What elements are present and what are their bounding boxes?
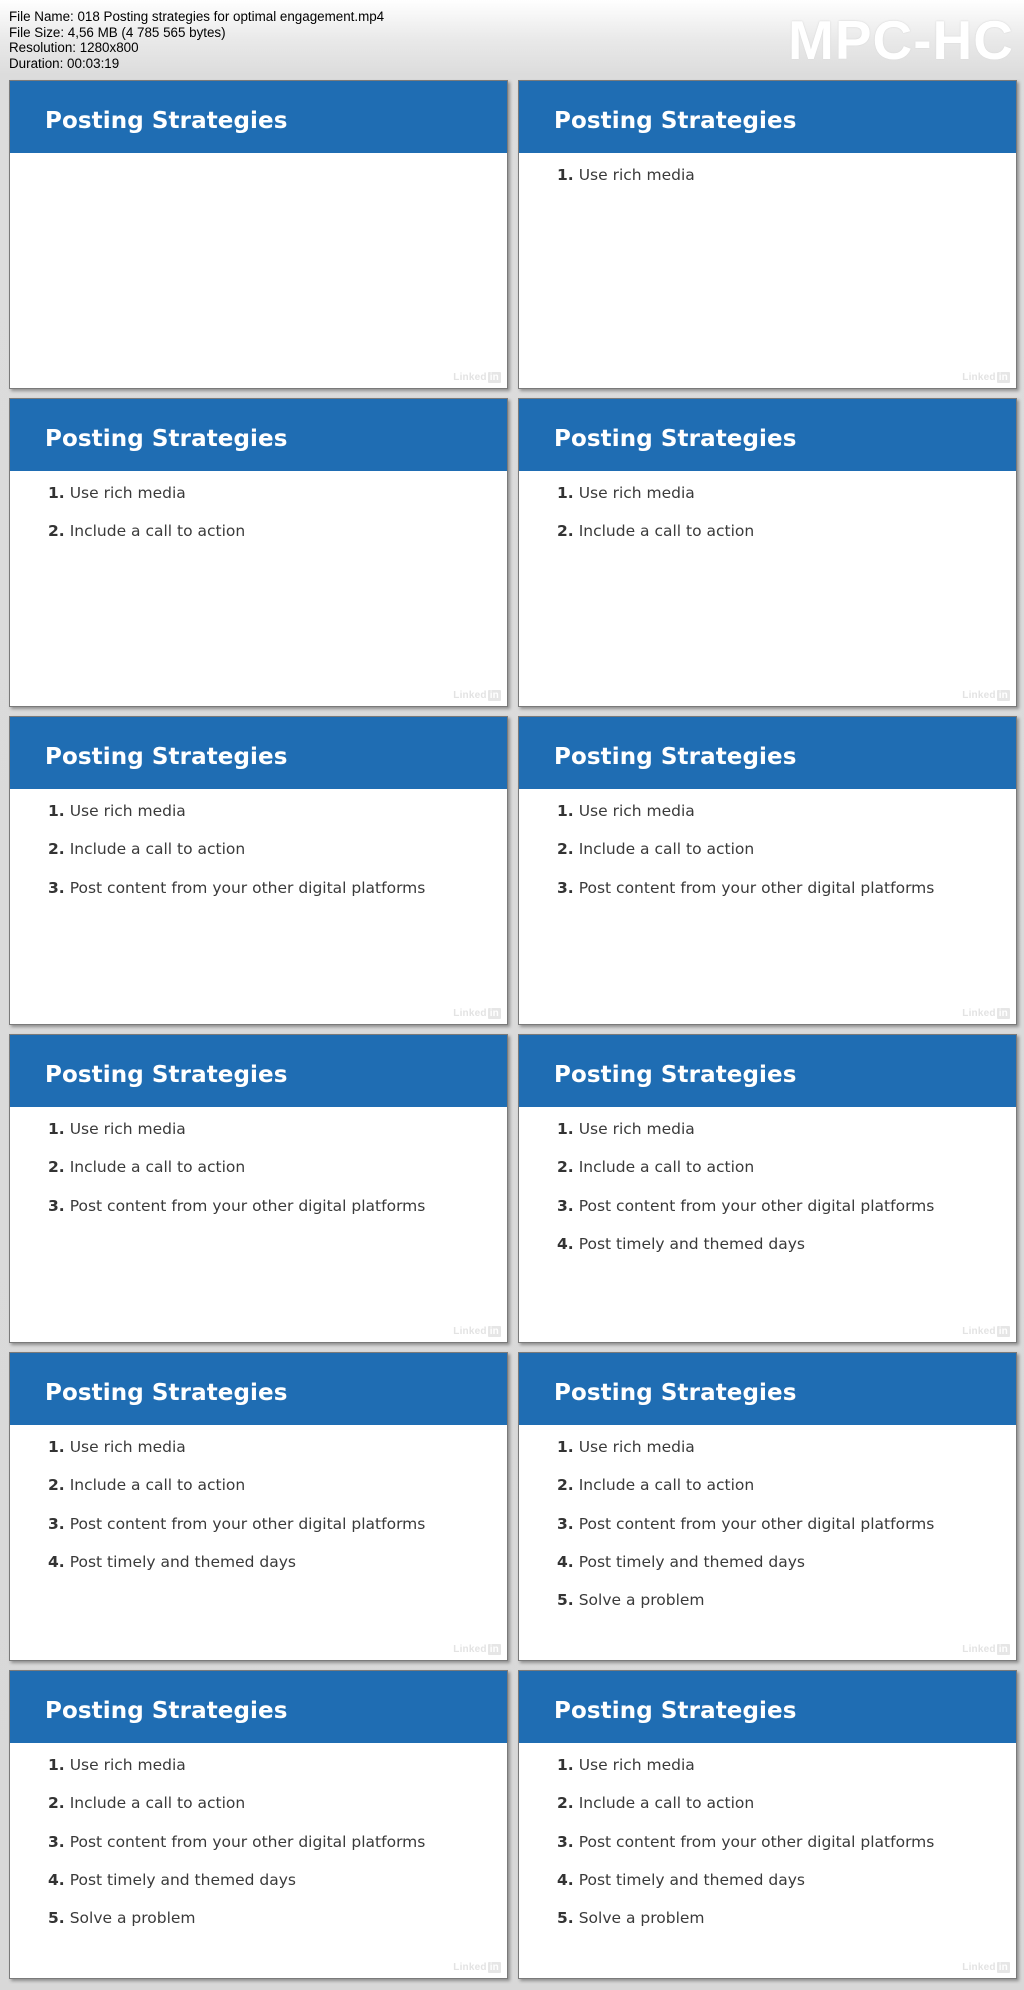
- list-item-text: Post content from your other digital platforms: [69, 1832, 426, 1851]
- watermark-box: in: [489, 1962, 499, 1973]
- slide-thumbnail: [9, 1352, 508, 1661]
- list-item: [48, 521, 245, 559]
- slide-thumbnail: [9, 80, 508, 389]
- list-item-number: 1.: [557, 1438, 574, 1456]
- list-item: [48, 1437, 425, 1475]
- list-item-text: Include a call to action: [69, 1158, 246, 1177]
- list-item-text: Post content from your other digital platforms: [578, 1514, 935, 1533]
- list-item-number: 1.: [557, 1756, 574, 1774]
- list-item-number: 1.: [48, 1120, 65, 1138]
- file-size: File Size: 4,56 MB (4 785 565 bytes): [9, 24, 226, 40]
- linkedin-watermark-logo: [962, 1962, 1010, 1973]
- list-item-text: Post content from your other digital platforms: [578, 1196, 935, 1215]
- list-item: [48, 1793, 425, 1831]
- slide-title: Posting Strategies: [45, 1380, 288, 1406]
- slide-thumbnail: [518, 716, 1017, 1025]
- list-item-number: 2.: [557, 840, 574, 859]
- list-item: [557, 801, 934, 839]
- slide-title: Posting Strategies: [45, 426, 288, 452]
- strategy-list: [48, 1755, 425, 1946]
- watermark-box: in: [998, 1008, 1008, 1019]
- list-item-text: Post content from your other digital platforms: [69, 878, 426, 897]
- linkedin-watermark-logo: [962, 1326, 1010, 1337]
- slide-title: Posting Strategies: [45, 1698, 288, 1724]
- list-item-number: 5.: [557, 1909, 574, 1928]
- list-item: [557, 1196, 934, 1234]
- linkedin-watermark-logo: [962, 372, 1010, 383]
- watermark-box: in: [998, 372, 1008, 383]
- watermark-box: in: [489, 1008, 499, 1019]
- list-item-text: Include a call to action: [69, 522, 246, 541]
- list-item-number: 4.: [48, 1552, 65, 1571]
- slide-thumbnail: [518, 398, 1017, 707]
- list-item-text: Include a call to action: [578, 1476, 755, 1495]
- linkedin-watermark-logo: [962, 1644, 1010, 1655]
- watermark-box: in: [998, 1962, 1008, 1973]
- player-logo: MPC-HC: [788, 9, 1014, 71]
- list-item: [557, 1234, 934, 1272]
- strategy-list: [48, 1437, 425, 1590]
- list-item-text: Post timely and themed days: [69, 1552, 296, 1571]
- list-item-number: 1.: [48, 1756, 65, 1774]
- linkedin-watermark-logo: [962, 690, 1010, 701]
- list-item-text: Post timely and themed days: [578, 1234, 805, 1253]
- list-item-number: 2.: [48, 1158, 65, 1177]
- list-item: [557, 483, 754, 521]
- linkedin-watermark-logo: [453, 1644, 501, 1655]
- list-item-number: 3.: [48, 1514, 65, 1533]
- list-item: [48, 483, 245, 521]
- strategy-list: [48, 1119, 425, 1234]
- slide-title-bar: [519, 399, 1016, 471]
- list-item-text: Post timely and themed days: [578, 1870, 805, 1889]
- strategy-list: [557, 1437, 934, 1628]
- list-item-number: 3.: [48, 1196, 65, 1215]
- list-item-text: Include a call to action: [69, 840, 246, 859]
- slide-title: Posting Strategies: [554, 744, 797, 770]
- list-item-text: Use rich media: [578, 1756, 695, 1774]
- watermark-box: in: [998, 1326, 1008, 1337]
- slide-thumbnail: [9, 716, 508, 1025]
- list-item: [557, 1590, 934, 1628]
- strategy-list: [48, 801, 425, 916]
- strategy-list: [557, 1755, 934, 1946]
- list-item: [557, 1552, 934, 1590]
- file-info: [9, 9, 384, 72]
- slide-title-bar: [519, 1671, 1016, 1743]
- list-item-text: Solve a problem: [578, 1909, 705, 1928]
- slide-title: Posting Strategies: [554, 108, 797, 134]
- list-item-text: Use rich media: [69, 484, 186, 502]
- list-item: [557, 1514, 934, 1552]
- slide-title-bar: [519, 1353, 1016, 1425]
- slide-title-bar: [519, 717, 1016, 789]
- slide-title: Posting Strategies: [554, 426, 797, 452]
- slide-title-bar: [10, 399, 507, 471]
- linkedin-watermark-logo: [453, 1326, 501, 1337]
- linkedin-watermark-logo: [453, 372, 501, 383]
- list-item: [48, 1514, 425, 1552]
- thumbnail-grid: [9, 80, 1017, 1979]
- slide-title: Posting Strategies: [45, 744, 288, 770]
- list-item-number: 1.: [557, 484, 574, 502]
- list-item: [557, 1157, 934, 1195]
- list-item: [48, 1552, 425, 1590]
- list-item: [557, 1755, 934, 1793]
- list-item: [48, 1475, 425, 1513]
- list-item-number: 2.: [48, 1476, 65, 1495]
- file-name: File Name: 018 Posting strategies for optimal engagement.mp4: [9, 9, 385, 24]
- watermark-text: Linked: [453, 1008, 487, 1019]
- watermark-text: Linked: [453, 1962, 487, 1973]
- list-item: [557, 1832, 934, 1870]
- list-item: [48, 1908, 425, 1946]
- list-item-text: Include a call to action: [69, 1476, 246, 1495]
- list-item: [557, 1119, 934, 1157]
- resolution: Resolution: 1280x800: [9, 40, 139, 56]
- list-item-text: Include a call to action: [578, 1158, 755, 1177]
- slide-thumbnail: [9, 1670, 508, 1979]
- list-item-text: Post timely and themed days: [69, 1870, 296, 1889]
- list-item-number: 1.: [557, 166, 574, 184]
- list-item: [48, 801, 425, 839]
- slide-thumbnail: [9, 398, 508, 707]
- strategy-list: [557, 1119, 934, 1272]
- linkedin-watermark-logo: [453, 1962, 501, 1973]
- watermark-text: Linked: [453, 1644, 487, 1655]
- list-item-number: 5.: [557, 1591, 574, 1610]
- watermark-box: in: [998, 1644, 1008, 1655]
- linkedin-watermark-logo: [453, 1008, 501, 1019]
- watermark-box: in: [489, 1326, 499, 1337]
- list-item-number: 1.: [557, 802, 574, 820]
- watermark-box: in: [489, 372, 499, 383]
- list-item-number: 3.: [48, 1832, 65, 1851]
- list-item-text: Include a call to action: [578, 1794, 755, 1813]
- list-item-text: Solve a problem: [69, 1909, 196, 1928]
- list-item-text: Use rich media: [578, 1120, 695, 1138]
- slide-thumbnail: [518, 80, 1017, 389]
- slide-title: Posting Strategies: [554, 1698, 797, 1724]
- list-item-text: Post content from your other digital platforms: [578, 1832, 935, 1851]
- slide-title-bar: [10, 81, 507, 153]
- linkedin-watermark-logo: [962, 1008, 1010, 1019]
- list-item: [48, 1119, 425, 1157]
- list-item-text: Use rich media: [578, 166, 695, 184]
- slide-title-bar: [519, 81, 1016, 153]
- list-item-number: 4.: [557, 1234, 574, 1253]
- list-item-number: 3.: [557, 1196, 574, 1215]
- watermark-box: in: [489, 690, 499, 701]
- list-item: [557, 1908, 934, 1946]
- list-item-number: 5.: [48, 1909, 65, 1928]
- slide-title-bar: [519, 1035, 1016, 1107]
- list-item: [557, 1870, 934, 1908]
- list-item-text: Use rich media: [578, 1438, 695, 1456]
- list-item-number: 2.: [557, 1476, 574, 1495]
- watermark-text: Linked: [962, 690, 996, 701]
- slide-thumbnail: [518, 1034, 1017, 1343]
- watermark-text: Linked: [962, 1962, 996, 1973]
- list-item-number: 1.: [48, 1438, 65, 1456]
- list-item-number: 1.: [557, 1120, 574, 1138]
- list-item-number: 2.: [557, 1794, 574, 1813]
- list-item-number: 1.: [48, 802, 65, 820]
- slide-title: Posting Strategies: [554, 1380, 797, 1406]
- list-item-text: Solve a problem: [578, 1591, 705, 1610]
- strategy-list: [557, 801, 934, 916]
- watermark-text: Linked: [453, 690, 487, 701]
- watermark-box: in: [998, 690, 1008, 701]
- list-item-number: 4.: [557, 1552, 574, 1571]
- watermark-text: Linked: [453, 1326, 487, 1337]
- list-item: [557, 878, 934, 916]
- slide-title: Posting Strategies: [554, 1062, 797, 1088]
- list-item: [557, 1793, 934, 1831]
- list-item: [48, 1870, 425, 1908]
- list-item-text: Use rich media: [578, 484, 695, 502]
- list-item: [557, 1475, 934, 1513]
- list-item-number: 4.: [557, 1870, 574, 1889]
- list-item-number: 4.: [48, 1870, 65, 1889]
- list-item-number: 3.: [557, 1514, 574, 1533]
- watermark-text: Linked: [453, 372, 487, 383]
- list-item: [557, 165, 695, 203]
- strategy-list: [557, 483, 754, 560]
- list-item-number: 3.: [557, 878, 574, 897]
- list-item: [48, 1157, 425, 1195]
- slide-thumbnail: [9, 1034, 508, 1343]
- watermark-box: in: [489, 1644, 499, 1655]
- list-item: [557, 839, 934, 877]
- watermark-text: Linked: [962, 1644, 996, 1655]
- watermark-text: Linked: [962, 1326, 996, 1337]
- list-item-number: 2.: [48, 522, 65, 541]
- list-item: [557, 521, 754, 559]
- slide-title-bar: [10, 1671, 507, 1743]
- list-item-text: Post content from your other digital platforms: [69, 1196, 426, 1215]
- duration: Duration: 00:03:19: [9, 56, 120, 72]
- slide-title-bar: [10, 1353, 507, 1425]
- list-item-number: 2.: [48, 1794, 65, 1813]
- list-item-text: Use rich media: [578, 802, 695, 820]
- list-item-text: Include a call to action: [578, 840, 755, 859]
- slide-thumbnail: [518, 1670, 1017, 1979]
- slide-title-bar: [10, 1035, 507, 1107]
- list-item: [48, 878, 425, 916]
- watermark-text: Linked: [962, 1008, 996, 1019]
- list-item-text: Use rich media: [69, 802, 186, 820]
- list-item-number: 2.: [557, 1158, 574, 1177]
- strategy-list: [48, 483, 245, 560]
- list-item-text: Include a call to action: [69, 1794, 246, 1813]
- list-item-text: Use rich media: [69, 1120, 186, 1138]
- list-item: [48, 1832, 425, 1870]
- slide-title-bar: [10, 717, 507, 789]
- list-item-text: Post content from your other digital platforms: [69, 1514, 426, 1533]
- list-item: [48, 1196, 425, 1234]
- list-item-number: 1.: [48, 484, 65, 502]
- slide-thumbnail: [518, 1352, 1017, 1661]
- watermark-text: Linked: [962, 372, 996, 383]
- list-item-number: 2.: [48, 840, 65, 859]
- list-item-text: Include a call to action: [578, 522, 755, 541]
- strategy-list: [557, 165, 695, 203]
- linkedin-watermark-logo: [453, 690, 501, 701]
- list-item-text: Post content from your other digital platforms: [578, 878, 935, 897]
- list-item: [48, 1755, 425, 1793]
- list-item-number: 3.: [48, 878, 65, 897]
- list-item-text: Post timely and themed days: [578, 1552, 805, 1571]
- list-item-number: 2.: [557, 522, 574, 541]
- thumbnail-header: [0, 0, 1024, 78]
- list-item: [48, 839, 425, 877]
- list-item-number: 3.: [557, 1832, 574, 1851]
- list-item-text: Use rich media: [69, 1438, 186, 1456]
- list-item-text: Use rich media: [69, 1756, 186, 1774]
- slide-title: Posting Strategies: [45, 1062, 288, 1088]
- list-item: [557, 1437, 934, 1475]
- slide-title: Posting Strategies: [45, 108, 288, 134]
